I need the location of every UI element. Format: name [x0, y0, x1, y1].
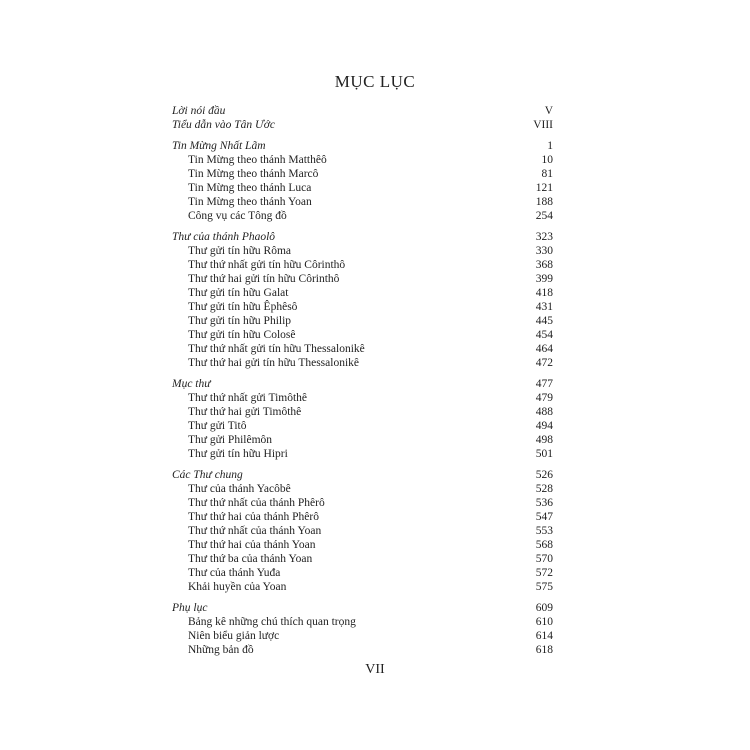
- toc-entry-label: Thư thứ hai của thánh Phêrô: [188, 511, 319, 523]
- toc-entry[interactable]: [172, 552, 553, 566]
- toc-entry-page: 572: [535, 567, 553, 579]
- toc-entry-page: 494: [535, 420, 553, 432]
- toc-entry[interactable]: [172, 328, 553, 342]
- toc-group-appendix: [172, 601, 553, 657]
- toc-entry-page: 553: [535, 525, 553, 537]
- toc-entry-page: 610: [535, 616, 553, 628]
- toc-entry-page: V: [544, 105, 553, 117]
- toc-entry-label: Thư thứ hai gửi tín hữu Côrinthô: [188, 273, 340, 285]
- toc-entry-page: 121: [535, 182, 553, 194]
- toc-entry-label: Thư của thánh Yacôbê: [188, 483, 291, 495]
- toc-section-page: 609: [535, 602, 553, 614]
- toc-entry-page: 618: [535, 644, 553, 656]
- toc-entry-page: 575: [535, 581, 553, 593]
- toc-entry-label: Thư gửi tín hữu Colosê: [188, 329, 296, 341]
- toc-entry[interactable]: [172, 244, 553, 258]
- toc-entry-page: 501: [535, 448, 553, 460]
- page-number-footer: VII: [365, 662, 385, 677]
- toc-entry[interactable]: [172, 314, 553, 328]
- toc-entry[interactable]: [172, 643, 553, 657]
- toc-entry[interactable]: [172, 272, 553, 286]
- toc-entry[interactable]: [172, 419, 553, 433]
- toc-entry-page: 614: [535, 630, 553, 642]
- toc-section-heading[interactable]: [172, 468, 553, 482]
- toc-entry-label: Công vụ các Tông đồ: [188, 210, 287, 222]
- toc-group-pauline-letters: [172, 230, 553, 370]
- toc-entry-page: 536: [535, 497, 553, 509]
- toc-entry-page: 81: [541, 168, 553, 180]
- toc-entry[interactable]: [172, 258, 553, 272]
- toc-entry-label: Thư gửi tín hữu Rôma: [188, 245, 292, 257]
- toc-entry-page: 472: [535, 357, 553, 369]
- toc-entry[interactable]: [172, 181, 553, 195]
- toc-entry-page: 498: [535, 434, 553, 446]
- toc-entry-label: Tin Mừng theo thánh Marcô: [188, 168, 319, 180]
- toc-entry-page: VIII: [533, 119, 553, 131]
- toc-entry-label: Thư gửi tín hữu Philip: [188, 315, 292, 327]
- toc-entry-label: Khải huyền của Yoan: [188, 581, 287, 593]
- toc-entry-label: Thư thứ hai gửi tín hữu Thessalonikê: [188, 357, 360, 369]
- toc-entry-label: Tin Mừng theo thánh Matthêô: [188, 154, 327, 166]
- toc-entry-page: 431: [535, 301, 553, 313]
- toc-entry-page: 368: [535, 259, 553, 271]
- toc-entry-page: 188: [535, 196, 553, 208]
- toc-entry-label: Niên biểu giản lược: [188, 630, 280, 642]
- toc-section-heading[interactable]: [172, 230, 553, 244]
- toc-entry-label: Thư thứ hai của thánh Yoan: [188, 539, 316, 551]
- toc-entry-label: Thư thứ nhất gửi Timôthê: [188, 392, 308, 404]
- toc-entry-page: 330: [535, 245, 553, 257]
- toc-entry[interactable]: [172, 629, 553, 643]
- toc-entry-page: 488: [535, 406, 553, 418]
- toc-entry[interactable]: [172, 615, 553, 629]
- toc-entry-label: Thư thứ nhất của thánh Yoan: [188, 525, 322, 537]
- toc-group-pastoral-letters: [172, 377, 553, 461]
- toc-entry[interactable]: [172, 524, 553, 538]
- toc-entry[interactable]: [172, 342, 553, 356]
- toc-section-label: Phụ lục: [172, 602, 208, 614]
- toc-entry-label: Thư thứ ba của thánh Yoan: [188, 553, 313, 565]
- toc-entry[interactable]: [172, 566, 553, 580]
- page-title: MỤC LỤC: [334, 72, 416, 91]
- toc-entry[interactable]: [172, 195, 553, 209]
- toc-entry[interactable]: [172, 538, 553, 552]
- toc-entry[interactable]: [172, 167, 553, 181]
- toc-entry[interactable]: [172, 286, 553, 300]
- toc-entry[interactable]: [172, 580, 553, 594]
- toc-section-page: 1: [547, 140, 553, 152]
- toc-entry-label: Thư gửi tín hữu Galat: [188, 287, 289, 299]
- toc-entry[interactable]: [172, 209, 553, 223]
- toc-section-label: Mục thư: [172, 378, 211, 390]
- toc-entry[interactable]: [172, 356, 553, 370]
- toc-entry-label: Thư gửi Titô: [188, 420, 247, 432]
- toc-entry-label: Lời nói đầu: [172, 105, 226, 117]
- toc-entry[interactable]: [172, 153, 553, 167]
- toc-section-heading[interactable]: [172, 601, 553, 615]
- toc-entry-label: Bảng kê những chú thích quan trọng: [188, 616, 356, 628]
- toc-entry-label: Thư thứ nhất của thánh Phêrô: [188, 497, 325, 509]
- toc-entry-introduction[interactable]: [172, 118, 553, 132]
- toc-section-label: Thư của thánh Phaolô: [172, 231, 276, 243]
- toc-entry-page: 10: [541, 154, 553, 166]
- toc-entry[interactable]: [172, 496, 553, 510]
- toc-section-page: 526: [535, 469, 553, 481]
- toc-entry-page: 445: [535, 315, 553, 327]
- toc-group-synoptic-gospels: [172, 139, 553, 223]
- toc-entry-label: Thư thứ hai gửi Timôthê: [188, 406, 302, 418]
- toc-entry-label: Thư gửi tín hữu Hipri: [188, 448, 288, 460]
- toc-section-page: 323: [535, 231, 553, 243]
- toc-group-catholic-letters: [172, 468, 553, 594]
- toc-entry-label: Thư gửi Philêmôn: [188, 434, 273, 446]
- toc-entry-page: 568: [535, 539, 553, 551]
- table-of-contents: [172, 104, 553, 664]
- toc-section-label: Tin Mừng Nhất Lãm: [172, 140, 266, 152]
- toc-entry-page: 528: [535, 483, 553, 495]
- toc-entry-preface[interactable]: [172, 104, 553, 118]
- toc-entry-page: 454: [535, 329, 553, 341]
- toc-entry[interactable]: [172, 447, 553, 461]
- toc-section-heading[interactable]: [172, 139, 553, 153]
- toc-section-heading[interactable]: [172, 377, 553, 391]
- toc-section-label: Các Thư chung: [172, 469, 243, 481]
- toc-entry-label: Thư thứ nhất gửi tín hữu Thessalonikê: [188, 343, 365, 355]
- toc-entry-label: Những bản đồ: [188, 644, 254, 656]
- toc-entry-label: Thư của thánh Yuđa: [188, 567, 281, 579]
- toc-entry-label: Thư gửi tín hữu Êphêsô: [188, 301, 298, 313]
- toc-entry-page: 547: [535, 511, 553, 523]
- toc-front-matter: [172, 104, 553, 132]
- toc-entry-page: 399: [535, 273, 553, 285]
- toc-entry[interactable]: [172, 300, 553, 314]
- toc-entry-page: 418: [535, 287, 553, 299]
- toc-entry[interactable]: [172, 405, 553, 419]
- toc-entry-page: 464: [535, 343, 553, 355]
- toc-entry-page: 479: [535, 392, 553, 404]
- toc-entry[interactable]: [172, 433, 553, 447]
- toc-entry[interactable]: [172, 510, 553, 524]
- toc-entry-label: Thư thứ nhất gửi tín hữu Côrinthô: [188, 259, 346, 271]
- toc-entry[interactable]: [172, 391, 553, 405]
- toc-entry-page: 570: [535, 553, 553, 565]
- toc-entry-page: 254: [535, 210, 553, 222]
- toc-entry[interactable]: [172, 482, 553, 496]
- toc-section-page: 477: [535, 378, 553, 390]
- toc-entry-label: Tin Mừng theo thánh Luca: [188, 182, 312, 194]
- toc-entry-label: Tiểu dẫn vào Tân Ước: [172, 119, 275, 131]
- toc-entry-label: Tin Mừng theo thánh Yoan: [188, 196, 312, 208]
